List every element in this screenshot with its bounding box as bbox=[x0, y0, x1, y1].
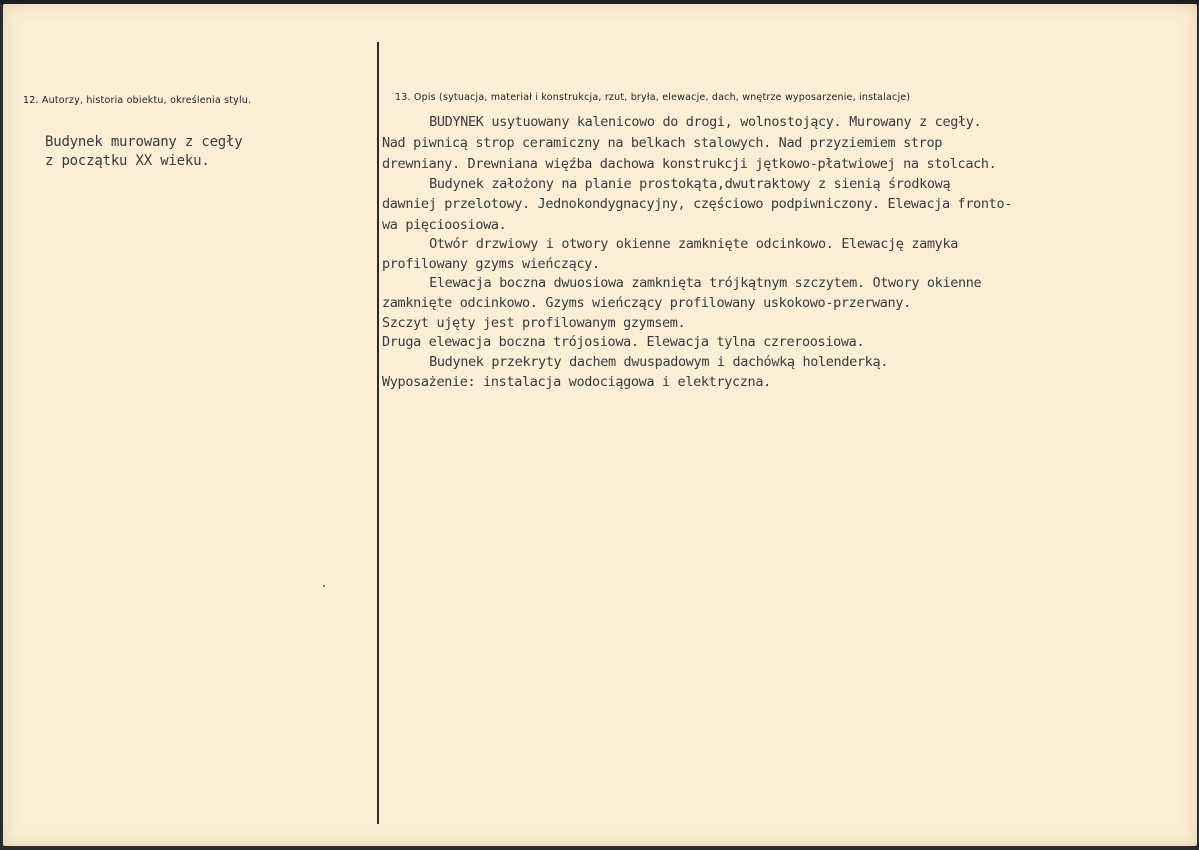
field-13-line: profilowany gzyms wieńczący. bbox=[382, 256, 600, 272]
field-13-line: Budynek przekryty dachem dwuspadowym i dachówką holenderką. bbox=[398, 354, 888, 370]
field-13-line: Budynek założony na planie prostokąta,dwutraktowy z sienią środkową bbox=[398, 176, 951, 192]
field-13-line: Szczyt ujęty jest profilowanym gzymsem. bbox=[382, 315, 686, 331]
field-12-line: z początku XX wieku. bbox=[45, 153, 210, 169]
field-13-line: drewniany. Drewniana więźba dachowa konstrukcji jętkowo-płatwiowej na stolcach. bbox=[382, 156, 997, 172]
field-13-line: Nad piwnicą strop ceramiczny na belkach stalowych. Nad przyziemiem strop bbox=[382, 135, 942, 151]
column-divider bbox=[377, 42, 379, 824]
field-13-line: Elewacja boczna dwuosiowa zamknięta trójkątnym szczytem. Otwory okienne bbox=[398, 275, 982, 291]
paper-speck bbox=[323, 585, 325, 587]
field-12-text bbox=[45, 133, 243, 171]
record-card bbox=[3, 4, 1197, 846]
field-13-heading: 13. Opis (sytuacja, materiał i konstrukcja, rzut, bryła, elewacje, dach, wnętrze wyposarzenie, instalacje) bbox=[395, 92, 911, 103]
field-13-line: Druga elewacja boczna trójosiowa. Elewacja tylna czreroosiowa. bbox=[382, 334, 865, 350]
field-13-line: wa pięcioosiowa. bbox=[382, 217, 507, 233]
field-13-line: dawniej przelotowy. Jednokondygnacyjny, częściowo podpiwniczony. Elewacja fronto- bbox=[382, 196, 1012, 212]
field-13-line: Wyposażenie: instalacja wodociągowa i elektryczna. bbox=[382, 374, 771, 390]
field-13-line: BUDYNEK usytuowany kalenicowo do drogi, wolnostojący. Murowany z cegły. bbox=[398, 114, 982, 130]
field-12-line: Budynek murowany z cegły bbox=[45, 134, 243, 150]
field-13-line: Otwór drzwiowy i otwory okienne zamknięte odcinkowo. Elewację zamyka bbox=[398, 236, 958, 252]
field-12-heading: 12. Autorzy, historia obiektu, określenia stylu. bbox=[23, 95, 252, 106]
field-13-line: zamknięte odcinkowo. Gzyms wieńczący profilowany uskokowo-przerwany. bbox=[382, 295, 911, 311]
